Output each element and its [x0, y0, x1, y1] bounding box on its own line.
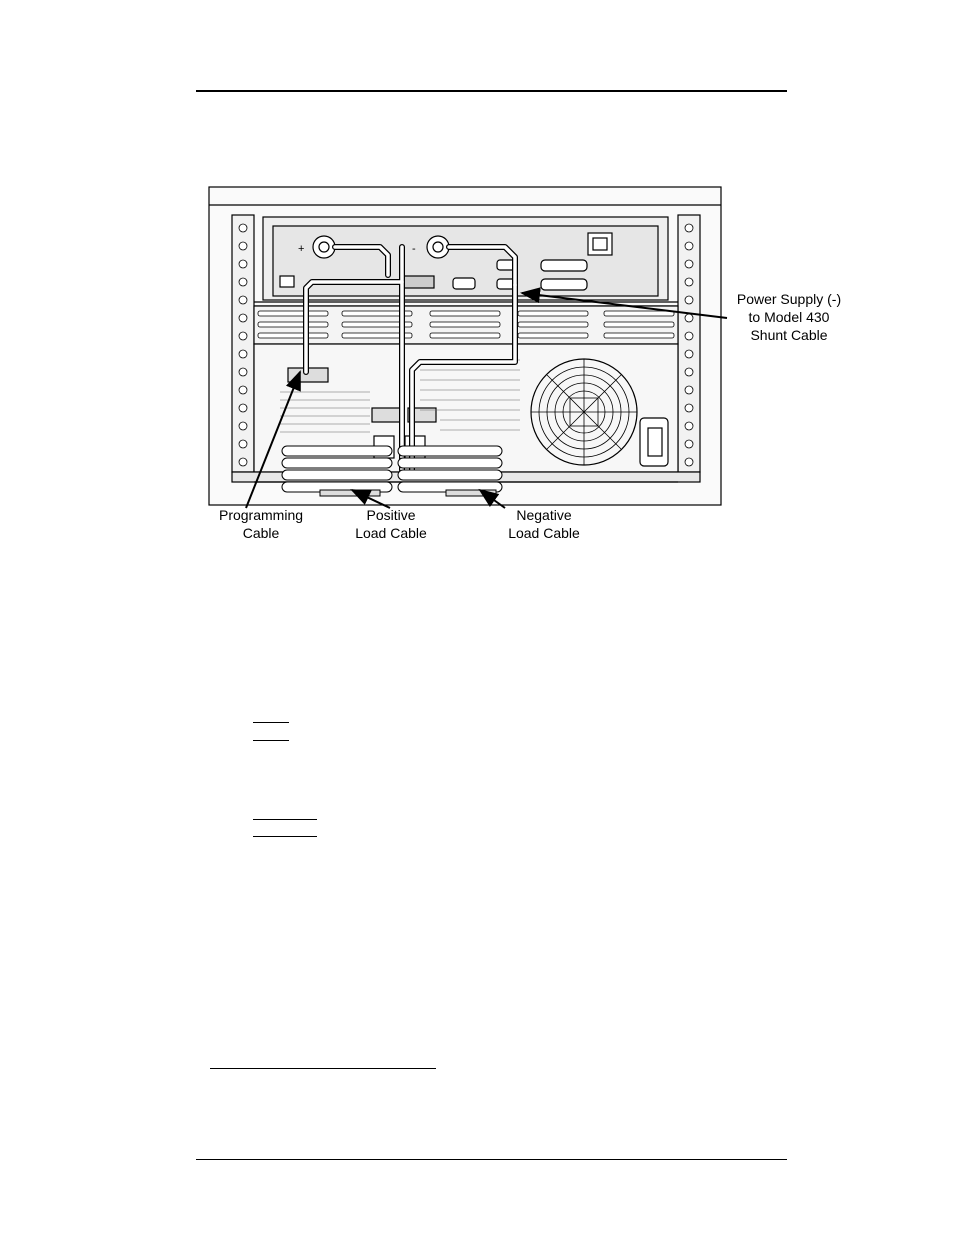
power-supply-callout-line-3: Shunt Cable [750, 327, 828, 343]
cooling-fan [531, 359, 637, 465]
negative-callout-line-1: Negative [516, 507, 572, 523]
programming-callout-line-2: Cable [242, 525, 280, 541]
programming-connector [402, 276, 434, 288]
negative-mark: - [412, 243, 416, 255]
power-supply-callout-line-1: Power Supply (-) [736, 291, 842, 307]
switch [280, 276, 294, 287]
positive-mark: + [298, 243, 305, 255]
negative-load-callout [492, 506, 596, 542]
upper-ac-inlet [588, 233, 612, 255]
db9-c [453, 278, 475, 289]
positive-callout-line-1: Positive [366, 507, 416, 523]
lower-ac-inlet [640, 418, 668, 466]
positive-load-callout [341, 506, 441, 542]
positive-callout-line-2: Load Cable [355, 525, 427, 541]
left-rail [232, 215, 254, 472]
positive-terminal [313, 236, 335, 258]
programming-cable-callout [210, 506, 312, 542]
right-rail [678, 215, 700, 472]
negative-terminal [427, 236, 449, 258]
power-supply-callout-line-2: to Model 430 [748, 309, 830, 325]
programming-callout-line-1: Programming [218, 507, 304, 523]
db25-lower [541, 279, 587, 290]
db25-upper [541, 260, 587, 271]
vent-slots [258, 311, 674, 338]
negative-callout-line-2: Load Cable [508, 525, 580, 541]
power-supply-callout [722, 290, 856, 344]
